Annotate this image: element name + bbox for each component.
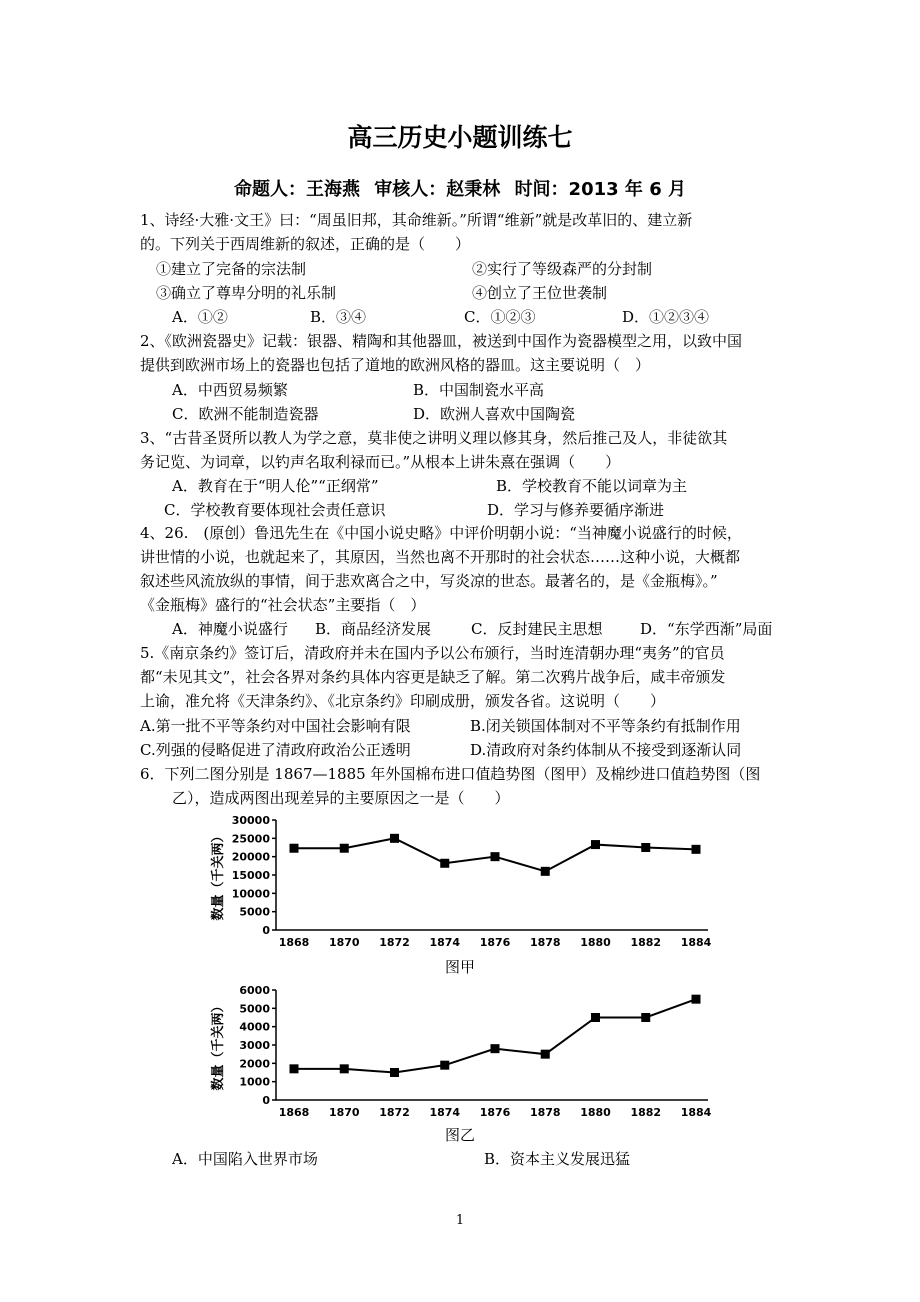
q2-stem-1: 2、《欧洲瓷器史》记载：银器、精陶和其他器皿，被送到中国作为瓷器模型之用，以致中国: [140, 332, 743, 350]
y-tick-label: 6000: [239, 984, 270, 997]
x-tick-label: 1882: [630, 936, 662, 949]
chart-caption-jia: 图甲: [444, 958, 475, 976]
y-tick-label: 10000: [231, 887, 270, 901]
x-tick-label: 1876: [479, 1106, 511, 1119]
q2-stem-2: 提供到欧洲市场上的瓷器也包括了道地的欧洲风格的器皿。这主要说明（ ）: [140, 356, 651, 374]
x-tick-label: 1884: [680, 1106, 712, 1119]
q2-option-a: A．中西贸易频繁: [172, 381, 288, 399]
y-tick-label: 20000: [231, 850, 270, 864]
q1-item-3: ③确立了尊卑分明的礼乐制: [156, 284, 337, 302]
y-tick-label: 15000: [231, 869, 270, 882]
x-tick-label: 1878: [529, 936, 561, 949]
y-tick-label: 5000: [239, 1002, 270, 1016]
y-tick-label: 5000: [239, 905, 270, 919]
date: 时间：2013 年 6 月: [514, 179, 686, 200]
x-tick-label: 1872: [379, 936, 410, 949]
yarn-import-chart: [208, 982, 718, 1122]
axis-line: [276, 820, 708, 930]
data-point: [340, 844, 349, 853]
q2-option-b: B．中国制瓷水平高: [413, 381, 545, 399]
y-tick-label: 30000: [231, 814, 270, 827]
q2-option-c: C．欧洲不能制造瓷器: [172, 405, 319, 423]
q4-option-c: C．反封建民主思想: [471, 620, 603, 638]
data-point: [692, 845, 701, 854]
data-point: [340, 1064, 349, 1073]
x-tick-label: 1878: [529, 1106, 561, 1119]
q3-stem-2: 务记览、为词章，以钓声名取利禄而已。”从根本上讲朱熹在强调（ ）: [140, 453, 621, 471]
q1-stem-2: 的。下列关于西周维新的叙述，正确的是（ ）: [140, 235, 471, 253]
series-line: [294, 999, 696, 1072]
data-point: [591, 840, 600, 849]
y-tick-label: 1000: [239, 1075, 270, 1089]
data-point: [641, 843, 650, 852]
page-number: 1: [455, 1213, 465, 1228]
x-tick-label: 1872: [379, 1106, 410, 1119]
q5-option-a: A.第一批不平等条约对中国社会影响有限: [140, 717, 411, 735]
q4-stem-1: 4、26. (原创）鲁迅先生在《中国小说史略》中评价明朝小说：“当神魔小说盛行的时候，: [140, 524, 742, 542]
data-point: [491, 852, 500, 861]
y-tick-label: 25000: [231, 832, 270, 846]
q1-option-d: D．①②③④: [622, 308, 710, 326]
data-point: [440, 859, 449, 868]
data-point: [390, 834, 399, 843]
q1-option-b: B．③④: [310, 308, 367, 326]
q1-option-a: A．①②: [172, 308, 228, 326]
q4-stem-3: 叙述些风流放纵的事情，间于悲欢离合之中，写炎凉的世态。最著名的，是《金瓶梅》。”: [140, 572, 718, 590]
q1-item-2: ②实行了等级森严的分封制: [472, 260, 653, 278]
q5-option-c: C.列强的侵略促进了清政府政治公正透明: [140, 741, 411, 759]
y-tick-label: 0: [262, 1094, 270, 1107]
q3-option-d: D．学习与修养要循序渐进: [487, 501, 665, 519]
q4-stem-2: 讲世情的小说，也就起来了，其原因，当然也离不开那时的社会状态……这种小说，大概都: [140, 548, 741, 566]
reviewer: 审核人：赵秉林: [374, 179, 501, 200]
q4-option-a: A．神魔小说盛行: [172, 620, 288, 638]
y-tick-label: 2000: [239, 1057, 270, 1071]
q6-option-a: A．中国陷入世界市场: [172, 1150, 318, 1168]
q1-item-4: ④创立了王位世袭制: [472, 284, 608, 302]
q6-stem-1: 6．下列二图分别是 1867—1885 年外国棉布进口值趋势图（图甲）及棉纱进口值趋势图（图: [140, 765, 761, 783]
q3-stem-1: 3、“古昔圣贤所以教人为学之意，莫非使之讲明义理以修其身，然后推己及人，非徒欲其: [140, 429, 728, 447]
subtitle: [0, 175, 920, 201]
data-point: [641, 1013, 650, 1022]
x-tick-label: 1870: [328, 1106, 360, 1119]
data-point: [290, 1064, 299, 1073]
data-point: [390, 1068, 399, 1077]
data-point: [440, 1061, 449, 1070]
x-tick-label: 1870: [328, 936, 360, 949]
y-tick-label: 3000: [239, 1039, 270, 1052]
author: 命题人：王海燕: [234, 179, 360, 200]
q1-item-1: ①建立了完备的宗法制: [156, 260, 307, 278]
q4-stem-4: 《金瓶梅》盛行的“社会状态”主要指（ ）: [140, 596, 426, 614]
x-tick-label: 1868: [278, 1106, 310, 1119]
data-point: [290, 844, 299, 853]
y-tick-label: 0: [262, 924, 270, 937]
q5-option-d: D.清政府对条约体制从不接受到逐渐认同: [470, 741, 742, 759]
x-tick-label: 1874: [429, 936, 461, 949]
y-tick-label: 4000: [239, 1020, 270, 1034]
q4-option-d: D．“东学西渐”局面: [640, 620, 773, 638]
cloth-import-chart: [208, 812, 718, 952]
data-point: [491, 1044, 500, 1053]
q3-option-b: B．学校教育不能以词章为主: [496, 477, 688, 495]
data-point: [541, 867, 550, 876]
x-tick-label: 1884: [680, 936, 712, 949]
q3-option-c: C．学校教育要体现社会责任意识: [164, 501, 386, 519]
data-point: [591, 1013, 600, 1022]
q5-stem-1: 5.《南京条约》签订后，清政府并未在国内予以公布颁行，当时连清朝办理“夷务”的官员: [140, 644, 725, 662]
data-point: [541, 1050, 550, 1059]
q6-option-b: B．资本主义发展迅猛: [484, 1150, 631, 1168]
x-tick-label: 1874: [429, 1106, 461, 1119]
y-axis-label: 数量（千关两）: [211, 999, 226, 1091]
q4-option-b: B．商品经济发展: [315, 620, 432, 638]
q1-stem-1: 1、诗经·大雅·文王》曰：“周虽旧邦，其命维新。”所谓“维新”就是改革旧的、建立新: [140, 211, 693, 229]
q5-stem-2: 都“未见其文”，社会各界对条约具体内容更是缺乏了解。第二次鸦片战争后，咸丰帝颁发: [140, 668, 726, 686]
q1-option-c: C．①②③: [464, 308, 536, 326]
q6-stem-2: 乙），造成两图出现差异的主要原因之一是（ ）: [172, 789, 510, 807]
data-point: [692, 995, 701, 1004]
x-tick-label: 1876: [479, 936, 511, 949]
x-tick-label: 1868: [278, 936, 310, 949]
q5-stem-3: 上谕，准允将《天津条约》、《北京条约》印刷成册，颁发各省。这说明（ ）: [140, 692, 666, 710]
q2-option-d: D．欧洲人喜欢中国陶瓷: [413, 405, 576, 423]
q3-option-a: A．教育在于“明人伦”“正纲常”: [172, 477, 379, 495]
q5-option-b: B.闭关锁国体制对不平等条约有抵制作用: [470, 717, 741, 735]
x-tick-label: 1880: [580, 936, 611, 949]
chart-caption-yi: 图乙: [444, 1126, 475, 1144]
y-axis-label: 数量（千关两）: [211, 829, 226, 921]
page-title: 高三历史小题训练七: [347, 123, 573, 152]
x-tick-label: 1880: [580, 1106, 611, 1119]
x-tick-label: 1882: [630, 1106, 662, 1119]
